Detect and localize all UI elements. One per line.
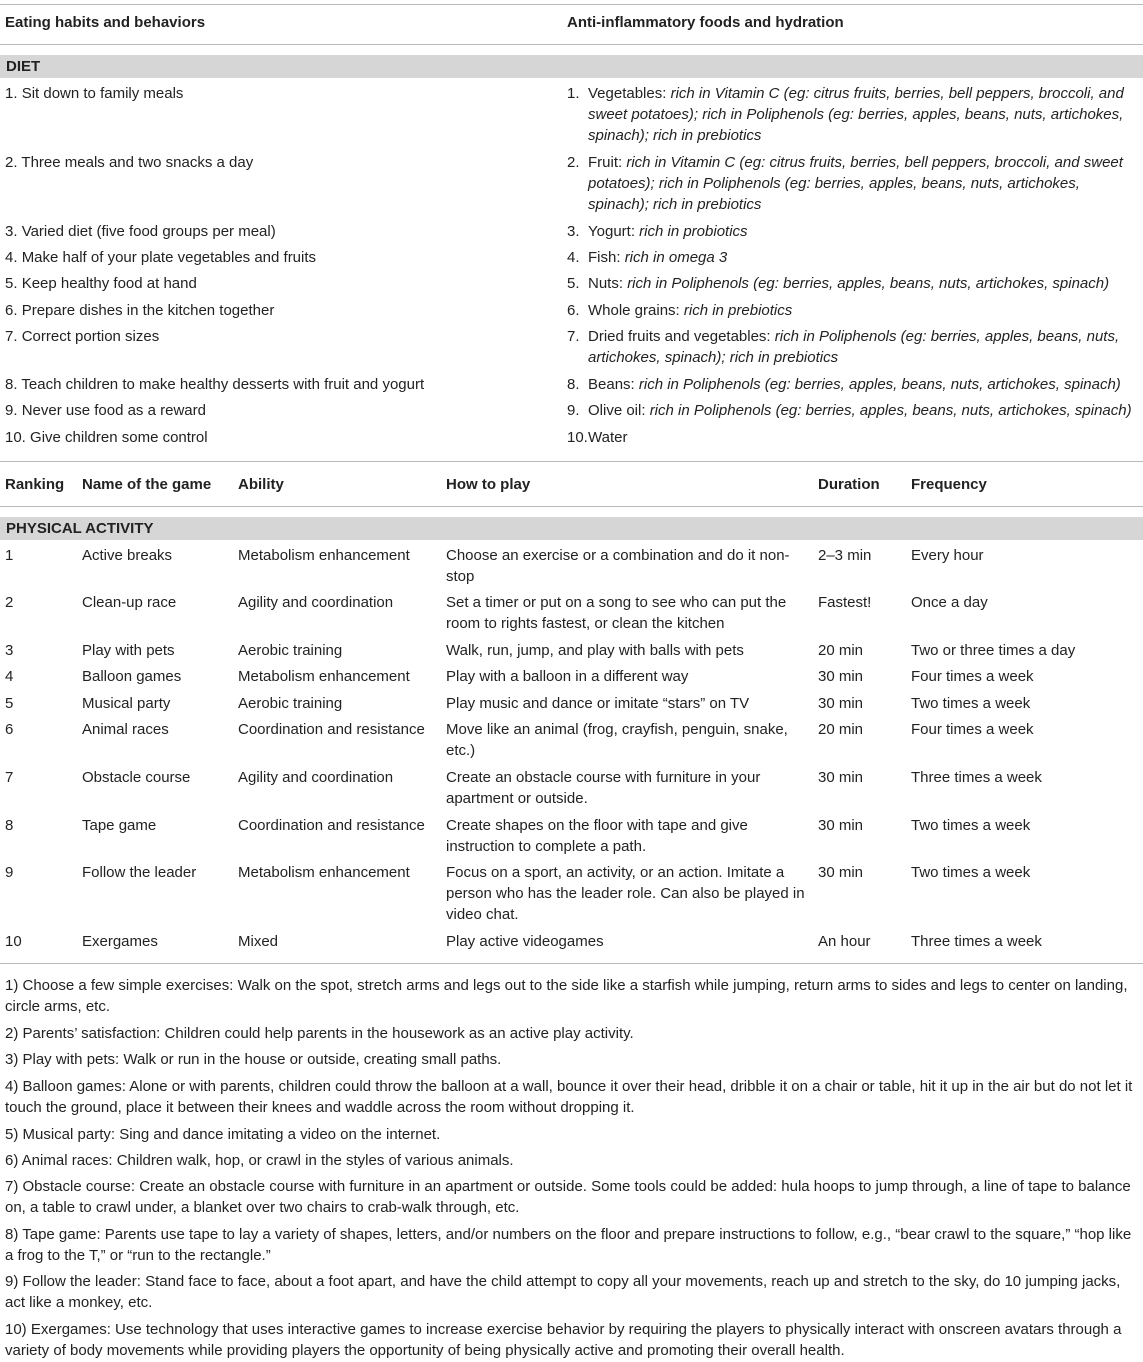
frequency-cell: Four times a week: [911, 721, 1034, 738]
diet-food-9: [567, 400, 1139, 421]
header-ranking: Ranking: [5, 476, 65, 493]
diet-food-6: [567, 300, 1139, 321]
header-eating-habits: Eating habits and behaviors: [5, 14, 206, 31]
section-physical-activity: PHYSICAL ACTIVITY: [0, 517, 1143, 540]
list-number: 6.: [5, 302, 18, 319]
rank-cell: 2: [5, 594, 14, 611]
diet-habit-1: [5, 83, 183, 104]
game-name-cell: Follow the leader: [82, 864, 197, 881]
header-frequency: Frequency: [911, 476, 987, 493]
list-text: Prepare dishes in the kitchen together: [21, 302, 275, 319]
frequency-cell: Three times a week: [911, 769, 1042, 786]
game-name-cell: Musical party: [82, 695, 171, 712]
food-label: Yogurt:: [588, 223, 640, 240]
diet-habit-9: [5, 400, 206, 421]
rank-cell: 1: [5, 547, 14, 564]
frequency-cell: Two times a week: [911, 864, 1031, 881]
footnote-4: 4) Balloon games: Alone or with parents, children could throw the balloon at a wall, bounce it over their head, dribble it on a chair or table, hit it up in the air but do not let it touch the ground, place it between their knees and waddle across the room without dropping it.: [5, 1078, 1133, 1116]
header-ability: Ability: [238, 476, 284, 493]
food-label: Fruit:: [588, 154, 627, 171]
diet-food-8: [567, 374, 1139, 395]
diet-habit-3: [5, 221, 276, 242]
list-text: Correct portion sizes: [21, 328, 160, 345]
footnote-1: 1) Choose a few simple exercises: Walk on the spot, stretch arms and legs out to the side like a starfish while jumping, return arms to sides and legs to center on landing, circle arms, etc.: [5, 977, 1128, 1015]
list-text: Varied diet (five food groups per meal): [21, 223, 276, 240]
frequency-cell: Four times a week: [911, 668, 1034, 685]
header-how-to-play: How to play: [446, 476, 531, 493]
list-number: 7.: [567, 328, 580, 345]
ability-cell: Mixed: [238, 933, 279, 950]
food-detail: rich in omega 3: [624, 249, 728, 266]
footnote-8: 8) Tape game: Parents use tape to lay a variety of shapes, letters, and/or numbers on the floor and prepare instructions to follow, e.g., “bear crawl to the square,” “hop like a frog to the T,” or “run to the rectangle.”: [5, 1226, 1132, 1264]
diet-food-7: [567, 326, 1139, 368]
diet-bottom-rule: [0, 461, 1143, 462]
diet-food-1: [567, 83, 1139, 146]
list-text: Keep healthy food at hand: [21, 275, 197, 292]
game-name-cell: Clean-up race: [82, 594, 177, 611]
duration-cell: 20 min: [818, 721, 864, 738]
list-text: Teach children to make healthy desserts with fruit and yogurt: [21, 376, 425, 393]
frequency-cell: Once a day: [911, 594, 988, 611]
diet-habit-8: [5, 374, 424, 395]
rank-cell: 10: [5, 933, 22, 950]
food-label: Dried fruits and vegetables:: [588, 328, 775, 345]
list-number: 8.: [567, 376, 580, 393]
how-to-play-cell: Walk, run, jump, and play with balls with pets: [446, 642, 744, 659]
how-to-play-cell: Focus on a sport, an activity, or an action. Imitate a person who has the leader role. Can also be played in video chat.: [446, 864, 805, 923]
footnote-6: 6) Animal races: Children walk, hop, or crawl in the styles of various animals.: [5, 1152, 514, 1169]
activity-header-rule: [0, 506, 1143, 507]
ability-cell: Metabolism enhancement: [238, 668, 410, 685]
header-game-name: Name of the game: [82, 476, 212, 493]
diet-food-2: [567, 152, 1139, 215]
list-number: 7.: [5, 328, 18, 345]
how-to-play-cell: Create shapes on the floor with tape and give instruction to complete a path.: [446, 817, 748, 855]
how-to-play-cell: Choose an exercise or a combination and do it non-stop: [446, 547, 790, 585]
food-detail: rich in Poliphenols (eg: berries, apples, beans, nuts, artichokes, spinach): [627, 275, 1110, 292]
footnote-9: 9) Follow the leader: Stand face to face, about a foot apart, and have the child attempt to copy all your movements, reach up and stretch to the sky, do 10 jumping jacks, act like a monkey, etc.: [5, 1273, 1121, 1311]
duration-cell: 30 min: [818, 668, 864, 685]
frequency-cell: Two times a week: [911, 695, 1031, 712]
header-anti-inflammatory-foods: Anti-inflammatory foods and hydration: [567, 14, 844, 31]
footnote-10: 10) Exergames: Use technology that uses interactive games to increase exercise behavior by requiring the players to physically interact with onscreen avatars through a variety of body movements while providing players the opportunity of being physically active and promoting their overall health.: [5, 1321, 1122, 1359]
list-number: 5.: [5, 275, 18, 292]
diet-food-5: [567, 273, 1139, 294]
ability-cell: Metabolism enhancement: [238, 547, 410, 564]
ability-cell: Aerobic training: [238, 695, 343, 712]
rank-cell: 7: [5, 769, 14, 786]
rank-cell: 5: [5, 695, 14, 712]
food-label: Vegetables:: [588, 85, 671, 102]
list-text: Make half of your plate vegetables and fruits: [21, 249, 317, 266]
rank-cell: 3: [5, 642, 14, 659]
diet-habit-7: [5, 326, 159, 347]
footnote-5: 5) Musical party: Sing and dance imitating a video on the internet.: [5, 1126, 441, 1143]
frequency-cell: Two or three times a day: [911, 642, 1076, 659]
diet-habit-2: [5, 152, 253, 173]
diet-habit-5: [5, 273, 197, 294]
list-number: 2.: [567, 154, 580, 171]
section-diet: DIET: [0, 55, 1143, 78]
frequency-cell: Two times a week: [911, 817, 1031, 834]
diet-habit-6: [5, 300, 274, 321]
list-number: 3.: [5, 223, 18, 240]
food-label: Water: [588, 429, 628, 446]
list-number: 4.: [567, 249, 580, 266]
food-detail: rich in Vitamin C (eg: citrus fruits, berries, bell peppers, broccoli, and sweet potatoes); rich in Poliphenols (eg: berries, apples, beans, nuts, artichokes, spinach); rich in prebiotics: [588, 154, 1123, 213]
top-rule: [0, 4, 1143, 5]
game-name-cell: Animal races: [82, 721, 169, 738]
rank-cell: 6: [5, 721, 14, 738]
list-text: Give children some control: [30, 429, 208, 446]
list-number: 10.: [567, 429, 588, 446]
game-name-cell: Tape game: [82, 817, 157, 834]
food-label: Whole grains:: [588, 302, 684, 319]
list-number: 6.: [567, 302, 580, 319]
how-to-play-cell: Play with a balloon in a different way: [446, 668, 689, 685]
food-detail: rich in Vitamin C (eg: citrus fruits, berries, bell peppers, broccoli, and sweet potatoes); rich in Poliphenols (eg: berries, apples, beans, nuts, artichokes, spinach); rich in prebiotics: [588, 85, 1124, 144]
game-name-cell: Exergames: [82, 933, 158, 950]
food-label: Fish:: [588, 249, 625, 266]
diet-habit-10: [5, 427, 208, 448]
duration-cell: 30 min: [818, 769, 864, 786]
duration-cell: 30 min: [818, 695, 864, 712]
header-duration: Duration: [818, 476, 880, 493]
list-number: 1.: [567, 85, 580, 102]
rank-cell: 4: [5, 668, 14, 685]
footnote-2: 2) Parents’ satisfaction: Children could help parents in the housework as an active play activity.: [5, 1025, 634, 1042]
food-label: Beans:: [588, 376, 639, 393]
list-number: 9.: [567, 402, 580, 419]
ability-cell: Agility and coordination: [238, 594, 394, 611]
frequency-cell: Three times a week: [911, 933, 1042, 950]
list-number: 1.: [5, 85, 18, 102]
duration-cell: 2–3 min: [818, 547, 872, 564]
list-text: Never use food as a reward: [21, 402, 206, 419]
food-detail: rich in Poliphenols (eg: berries, apples, beans, nuts, artichokes, spinach): [649, 402, 1132, 419]
diet-habit-4: [5, 247, 316, 268]
diet-header-rule: [0, 44, 1143, 45]
food-detail: rich in Poliphenols (eg: berries, apples, beans, nuts, artichokes, spinach); rich in prebiotics: [588, 328, 1120, 366]
ability-cell: Coordination and resistance: [238, 817, 425, 834]
list-number: 2.: [5, 154, 18, 171]
duration-cell: 20 min: [818, 642, 864, 659]
how-to-play-cell: Play music and dance or imitate “stars” on TV: [446, 695, 750, 712]
footnote-7: 7) Obstacle course: Create an obstacle course with furniture in an apartment or outside. Some tools could be added: hula hoops to jump through, a line of tape to balance on, a table to crawl under, a blanket over two chairs to crab-walk through, etc.: [5, 1178, 1131, 1216]
ability-cell: Coordination and resistance: [238, 721, 425, 738]
diet-food-10: [567, 427, 1139, 448]
how-to-play-cell: Play active videogames: [446, 933, 604, 950]
list-number: 10.: [5, 429, 26, 446]
frequency-cell: Every hour: [911, 547, 984, 564]
footnote-3: 3) Play with pets: Walk or run in the house or outside, creating small paths.: [5, 1051, 502, 1068]
rank-cell: 8: [5, 817, 14, 834]
duration-cell: 30 min: [818, 817, 864, 834]
activity-bottom-rule: [0, 963, 1143, 964]
diet-food-3: [567, 221, 1139, 242]
how-to-play-cell: Move like an animal (frog, crayfish, penguin, snake, etc.): [446, 721, 788, 759]
game-name-cell: Balloon games: [82, 668, 182, 685]
food-detail: rich in probiotics: [639, 223, 748, 240]
ability-cell: Metabolism enhancement: [238, 864, 410, 881]
duration-cell: An hour: [818, 933, 871, 950]
list-number: 4.: [5, 249, 18, 266]
game-name-cell: Obstacle course: [82, 769, 191, 786]
food-label: Nuts:: [588, 275, 628, 292]
how-to-play-cell: Create an obstacle course with furniture in your apartment or outside.: [446, 769, 761, 807]
diet-food-4: [567, 247, 1139, 268]
list-text: Sit down to family meals: [21, 85, 184, 102]
game-name-cell: Active breaks: [82, 547, 173, 564]
duration-cell: 30 min: [818, 864, 864, 881]
list-text: Three meals and two snacks a day: [21, 154, 254, 171]
how-to-play-cell: Set a timer or put on a song to see who can put the room to rights fastest, or clean the kitchen: [446, 594, 787, 632]
ability-cell: Agility and coordination: [238, 769, 394, 786]
list-number: 3.: [567, 223, 580, 240]
list-number: 9.: [5, 402, 18, 419]
food-detail: rich in prebiotics: [683, 302, 793, 319]
ability-cell: Aerobic training: [238, 642, 343, 659]
food-label: Olive oil:: [588, 402, 650, 419]
game-name-cell: Play with pets: [82, 642, 175, 659]
list-number: 8.: [5, 376, 18, 393]
rank-cell: 9: [5, 864, 14, 881]
food-detail: rich in Poliphenols (eg: berries, apples, beans, nuts, artichokes, spinach): [638, 376, 1121, 393]
list-number: 5.: [567, 275, 580, 292]
duration-cell: Fastest!: [818, 594, 872, 611]
